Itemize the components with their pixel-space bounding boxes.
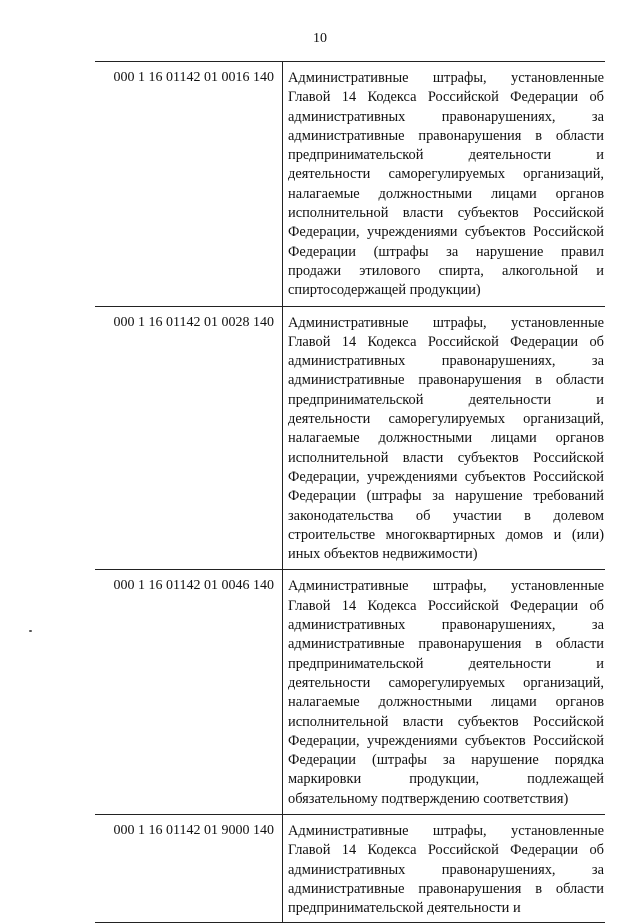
description-cell: Административные штрафы, установленные Главой 14 Кодекса Российской Федерации об административных правонарушениях, за административные правонарушения в области предпринимательской деятельности и xyxy=(288,822,604,917)
budget-codes-table xyxy=(95,61,605,923)
scan-speck xyxy=(29,630,32,632)
description-cell: Административные штрафы, установленные Главой 14 Кодекса Российской Федерации об административных правонарушениях, за административные правонарушения в области предпринимательской деятельности и деятельности саморегулируемых организаций, налагаемые должностными лицами органов исполнительной власти субъектов Российской Федерации, учреждениями субъектов Российской Федерации (штрафы за нарушение правил продажи этилового спирта, алкогольной и спиртосодержащей продукции) xyxy=(288,70,604,299)
description-cell: Административные штрафы, установленные Главой 14 Кодекса Российской Федерации об административных правонарушениях, за административные правонарушения в области предпринимательской деятельности и деятельности саморегулируемых организаций, налагаемые должностными лицами органов исполнительной власти субъектов Российской Федерации, учреждениями субъектов Российской Федерации (штрафы за нарушение требований законодательства об участии в долевом строительстве многоквартирных домов и (или) иных объектов недвижимости) xyxy=(288,314,604,563)
table-row xyxy=(95,62,605,307)
budget-code-cell: 000 1 16 01142 01 9000 140 xyxy=(95,815,283,922)
budget-code-cell: 000 1 16 01142 01 0016 140 xyxy=(95,62,283,306)
page-number: 10 xyxy=(313,31,327,46)
description-cell: Административные штрафы, установленные Главой 14 Кодекса Российской Федерации об административных правонарушениях, за административные правонарушения в области предпринимательской деятельности и деятельности саморегулируемых организаций, налагаемые должностными лицами органов исполнительной власти субъектов Российской Федерации, учреждениями субъектов Российской Федерации (штрафы за нарушение порядка маркировки продукции, подлежащей обязательному подтверждению соответствия) xyxy=(288,578,604,807)
table-row xyxy=(95,570,605,815)
table-row xyxy=(95,307,605,571)
budget-code-cell: 000 1 16 01142 01 0028 140 xyxy=(95,307,283,570)
budget-code-cell: 000 1 16 01142 01 0046 140 xyxy=(95,570,283,814)
table-row xyxy=(95,815,605,923)
